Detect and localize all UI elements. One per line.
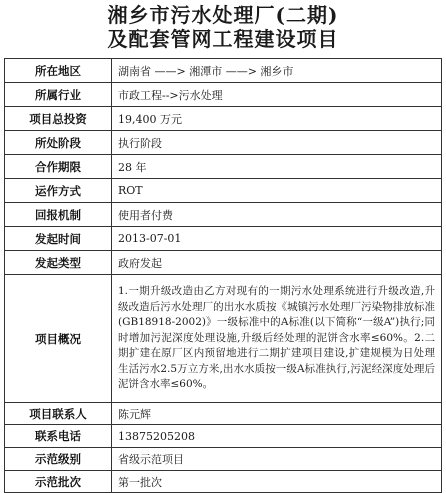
row-label-contact: 项目联系人 [5, 403, 112, 425]
row-value-launch-type: 政府发起 [112, 251, 442, 275]
row-label-region: 所在地区 [5, 59, 112, 83]
row-label-launch-time: 发起时间 [5, 227, 112, 251]
table-row [5, 425, 442, 448]
table-row [5, 251, 442, 275]
row-label-summary: 项目概况 [5, 275, 112, 403]
row-label-stage: 所处阶段 [5, 131, 112, 155]
table-row [5, 448, 442, 471]
row-label-return: 回报机制 [5, 203, 112, 227]
project-info-table [4, 58, 442, 493]
row-value-demo-level: 省级示范项目 [112, 448, 442, 471]
table-row [5, 203, 442, 227]
row-label-demo-level: 示范级别 [5, 448, 112, 471]
table-row [5, 59, 442, 83]
row-label-term: 合作期限 [5, 155, 112, 179]
row-value-industry: 市政工程-->污水处理 [112, 83, 442, 107]
row-label-investment: 项目总投资 [5, 107, 112, 131]
row-label-phone: 联系电话 [5, 425, 112, 448]
row-value-phone: 13875205208 [112, 425, 442, 448]
row-value-demo-batch: 第一批次 [112, 471, 442, 493]
row-value-contact: 陈元辉 [112, 403, 442, 425]
table-row [5, 179, 442, 203]
table-row [5, 155, 442, 179]
table-row [5, 107, 442, 131]
title-line-2: 及配套管网工程建设项目 [107, 27, 339, 51]
row-value-investment: 19,400 万元 [112, 107, 442, 131]
row-value-summary: 1.一期升级改造由乙方对现有的一期污水处理系统进行升级改造,升级改造后污水处理厂的出水水质按《城镇污水处理厂污染物排放标准(GB18918-2002)》一级标准中的A标准(以下简称“一级A”)执行;同时增加污泥深度处理设施,升级后经处理的泥饼含水率≤60%。2.二期扩建在原厂区内预留地进行二期扩建项目建设,扩建规模为日处理生活污水2.5万立方米,出水水质按一级A标准执行,污泥经深度处理后泥饼含水率≤60%。 [112, 275, 442, 403]
document-title [0, 0, 446, 58]
row-value-return: 使用者付费 [112, 203, 442, 227]
row-label-launch-type: 发起类型 [5, 251, 112, 275]
row-label-industry: 所属行业 [5, 83, 112, 107]
table-row [5, 403, 442, 425]
row-value-stage: 执行阶段 [112, 131, 442, 155]
row-label-demo-batch: 示范批次 [5, 471, 112, 493]
row-value-operation: ROT [112, 179, 442, 203]
row-label-operation: 运作方式 [5, 179, 112, 203]
table-row [5, 227, 442, 251]
table-row [5, 131, 442, 155]
title-line-1: 湘乡市污水处理厂(二期) [107, 3, 339, 27]
row-value-launch-time: 2013-07-01 [112, 227, 442, 251]
row-value-term: 28 年 [112, 155, 442, 179]
row-value-region: 湖南省 ——> 湘潭市 ——> 湘乡市 [112, 59, 442, 83]
table-row [5, 471, 442, 493]
table-row [5, 275, 442, 403]
table-row [5, 83, 442, 107]
